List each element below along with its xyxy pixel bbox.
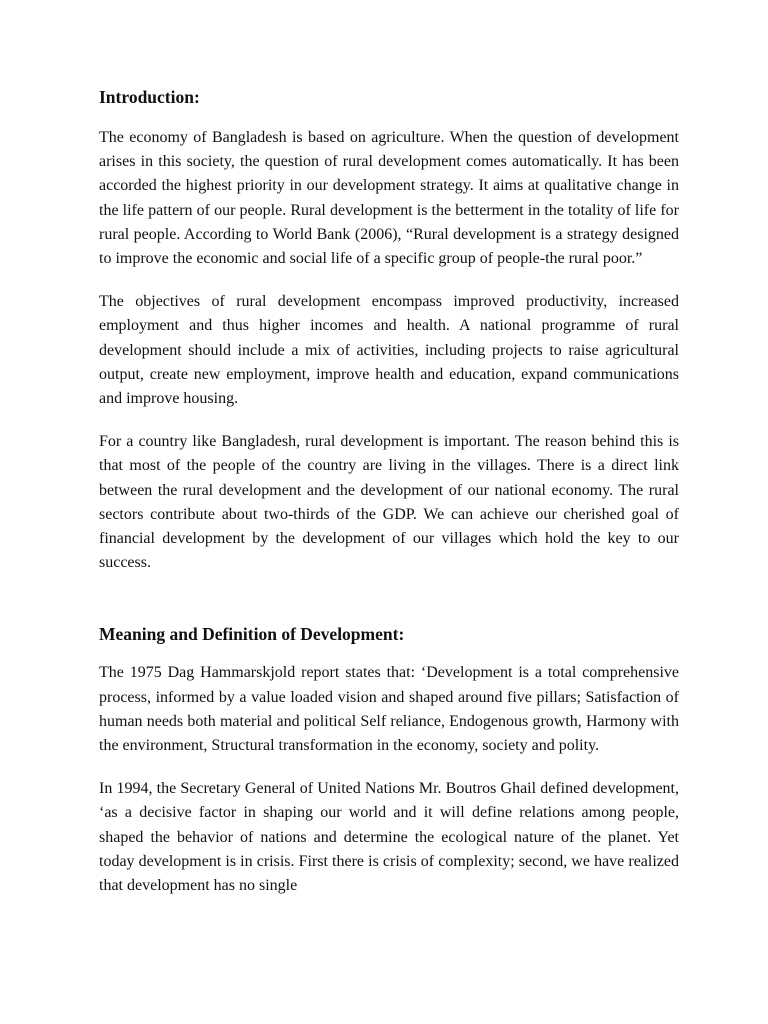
document-body <box>99 86 679 898</box>
introduction-paragraph-2: The objectives of rural development encompass improved productivity, increased employment and thus higher incomes and health. A national programme of rural development should include a mix of activities, including projects to raise agricultural output, create new employment, improve health and education, expand communications and improve housing. <box>99 293 679 408</box>
section-heading-introduction: Introduction: <box>99 87 200 107</box>
definition-paragraph-1: The 1975 Dag Hammarskjold report states that: ‘Development is a total comprehensive process, informed by a value loaded vision and shaped around five pillars; Satisfaction of human needs both material and political Self reliance, Endogenous growth, Harmony with the environment, Structural transformation in the economy, society and polity. <box>99 664 679 755</box>
introduction-paragraph-1: The economy of Bangladesh is based on agriculture. When the question of development arises in this society, the question of rural development comes automatically. It has been accorded the highest priority in our development strategy. It aims at qualitative change in the life pattern of our people. Rural development is the betterment in the totality of life for rural people. According to World Bank (2006), “Rural development is a strategy designed to improve the economic and social life of a specific group of people-the rural poor.” <box>99 129 679 268</box>
definition-paragraph-2: In 1994, the Secretary General of United Nations Mr. Boutros Ghail defined development, ‘as a decisive factor in shaping our world and it will define relations among people, shaped the behavior of nations and determine the ecological nature of the planet. Yet today development is in crisis. First there is crisis of complexity; second, we have realized that development has no single <box>99 780 679 895</box>
section-heading-meaning-and-definition: Meaning and Definition of Development: <box>99 624 405 645</box>
introduction-paragraph-3: For a country like Bangladesh, rural development is important. The reason behind this is that most of the people of the country are living in the villages. There is a direct link between the rural development and the development of our national economy. The rural sectors contribute about two-thirds of the GDP. We can achieve our cherished goal of financial development by the development of our villages which hold the key to our success. <box>99 433 679 572</box>
